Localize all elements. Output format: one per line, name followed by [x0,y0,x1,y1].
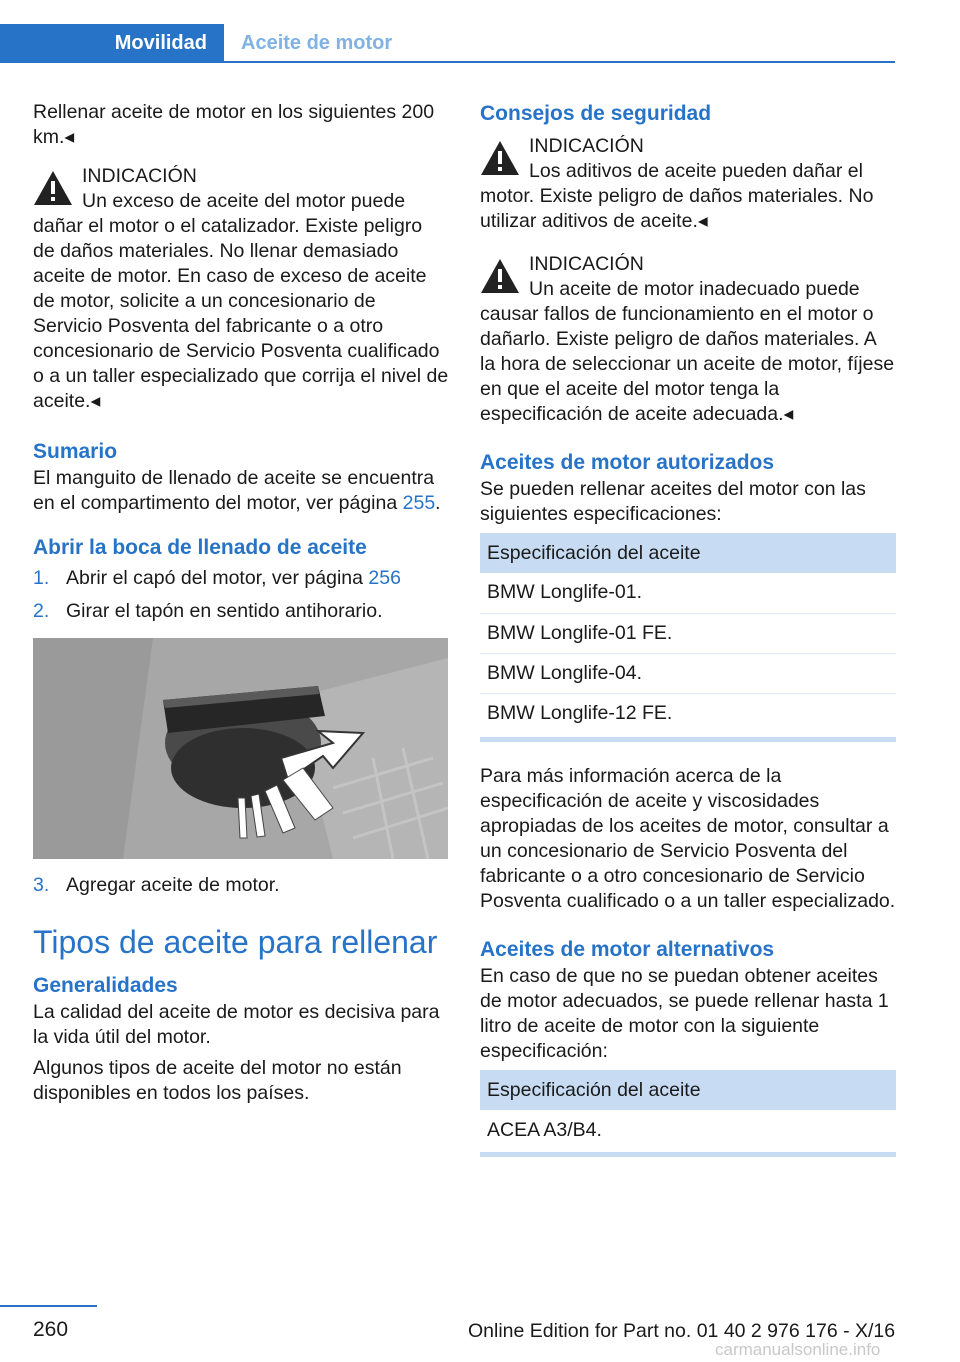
warning-label: INDICACIÓN [529,135,644,157]
section-title-alternativos: Aceites de motor alternativos [480,938,775,961]
table-row: ACEA A3/B4. [487,1118,602,1141]
tab-movilidad[interactable]: Movilidad [0,24,224,62]
watermark: carmanualsonline.info [715,1340,881,1359]
spec-table-authorized [480,533,896,733]
list-item: 1. Abrir el capó del motor, ver página 256 [33,567,401,589]
section-title-generalidades: Generalidades [33,974,178,997]
header-rule [0,61,895,63]
oil-cap-photo [33,638,448,859]
warning-overfill [33,164,449,414]
section-title-consejos: Consejos de seguridad [480,102,712,125]
chapter-header [0,24,895,62]
page-link-255[interactable]: 255 [402,492,436,514]
table-row: BMW Longlife-01 FE. [480,613,896,653]
warning-label: INDICACIÓN [82,165,197,187]
warning-text: Los aditivos de aceite pueden dañar el motor. Existe peligro de daños materiales. No utilizar aditivos de aceite.◂ [480,160,874,232]
page-link-256[interactable]: 256 [368,567,401,589]
warning-text: Un aceite de motor inadecuado puede causar fallos de funcionamiento en el motor o dañarlo. Existe peligro de daños materiales. A la hora de seleccionar un aceite de motor, fíjese en que el aceite del motor tenga la especificación de aceite adecuada.◂ [480,278,895,425]
generalidades-text-1: La calidad del aceite de motor es decisiva para la vida útil del motor. [33,1001,440,1048]
left-column [33,100,449,1116]
section-title-abrir: Abrir la boca de llenado de aceite [33,536,367,559]
section-title-autorizados: Aceites de motor autorizados [480,451,775,474]
list-item: 2. Girar el tapón en sentido antihorario. [33,600,383,622]
right-column [480,100,896,1157]
section-title-sumario: Sumario [33,440,118,463]
table-header: Especificación del aceite [480,1070,896,1110]
table-bottom-rule [480,1152,896,1157]
intro-text: Rellenar aceite de motor en los siguientes 200 km.◂ [33,101,435,148]
generalidades-text-2: Algunos tipos de aceite del motor no están disponibles en todos los países. [33,1057,402,1104]
autorizados-text: Se pueden rellenar aceites del motor con las siguientes especificaciones: [480,478,866,525]
steps-list-continued [33,873,449,898]
tab-aceite-de-motor[interactable]: Aceite de motor [241,31,393,54]
table-row: BMW Longlife-01. [480,573,896,613]
table-row: BMW Longlife-04. [480,653,896,693]
warning-wrong-oil [480,252,896,427]
footer-rule [0,1305,97,1307]
table-bottom-rule [480,737,896,742]
warning-triangle-icon [480,258,520,294]
warning-triangle-icon [33,170,73,206]
spec-table-alternative [480,1070,896,1150]
sumario-text: El manguito de llenado de aceite se encuentra en el compartimento del motor, ver página 255. [33,467,441,514]
warning-additives [480,134,896,234]
page-number: 260 [33,1318,69,1341]
table-header: Especificación del aceite [480,533,896,573]
section-title-tipos: Tipos de aceite para rellenar [33,924,438,960]
table-row: BMW Longlife-12 FE. [487,701,673,724]
alternativos-text: En caso de que no se puedan obtener aceites de motor adecuados, se puede rellenar hasta 1 litro de aceite de motor con la siguiente especificación: [480,965,889,1062]
warning-label: INDICACIÓN [529,253,644,275]
edition-text: Online Edition for Part no. 01 40 2 976 176 - X/16 [468,1320,896,1342]
list-item: 3. Agregar aceite de motor. [33,874,280,896]
warning-triangle-icon [480,140,520,176]
info-text: Para más información acerca de la especificación de aceite y viscosidades apropiadas de los aceites de motor, consultar a un concesionario de Servicio Posventa del fabricante o a otro concesionario de Servicio Posventa cualificado o a un taller especializado. [480,765,896,912]
steps-list [33,566,449,624]
warning-text: Un exceso de aceite del motor puede dañar el motor o el catalizador. Existe peligro de daños materiales. No llenar demasiado aceite de motor. En caso de exceso de aceite de motor, solicite a un concesionario de Servicio Posventa del fabricante o a otro concesionario de Servicio Posventa cualificado o a un taller especializado que corrija el nivel de aceite.◂ [33,190,449,412]
